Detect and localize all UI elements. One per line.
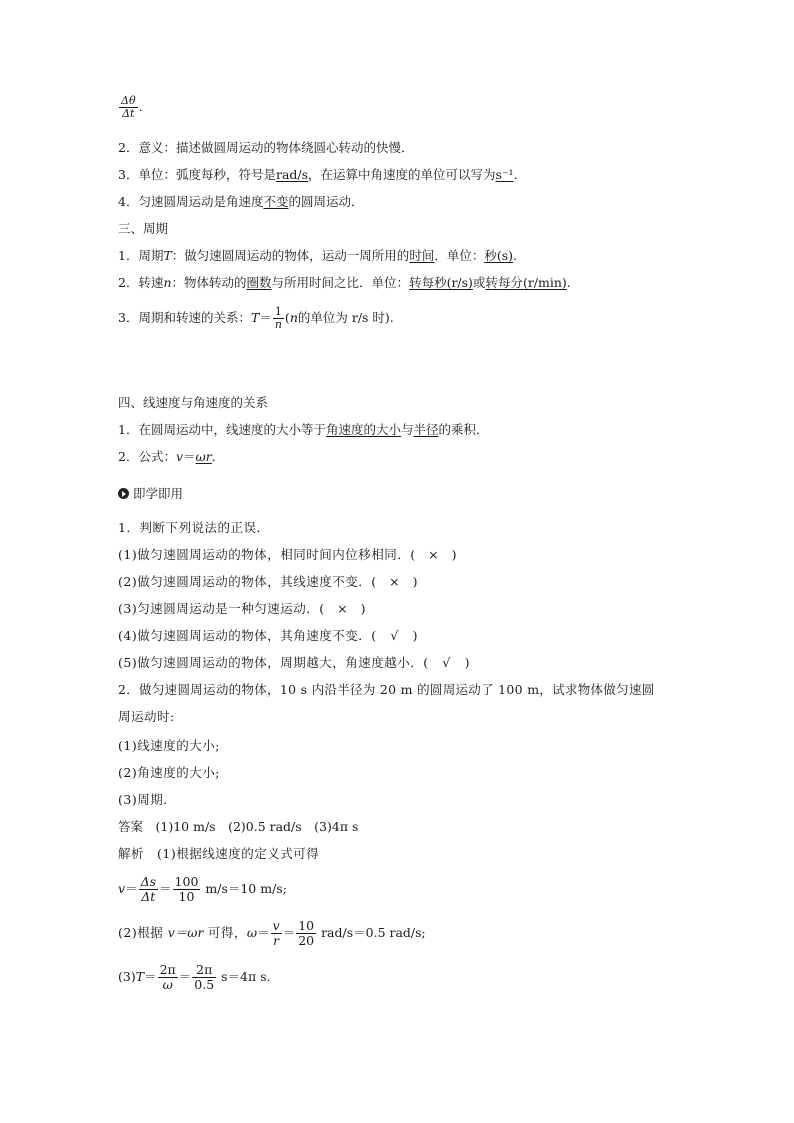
- unit-text-mid: ，在运算中角速度的单位可以写为: [308, 167, 496, 182]
- formula-omega-r: ωr: [195, 449, 212, 464]
- eq1-fraction-2: [173, 875, 201, 904]
- judge-close: ): [451, 547, 457, 562]
- judge-text: (1)做匀速圆周运动的物体，相同时间内位移相同．(: [118, 547, 416, 562]
- question-2-sub-1: (1)线速度的大小;: [118, 738, 220, 753]
- eq2-rest: rad/s＝0.5 rad/s;: [317, 925, 426, 940]
- rotation-or: 或: [472, 275, 486, 290]
- period-definition-line: [118, 247, 517, 265]
- judge-close: ): [464, 655, 470, 670]
- uniform-text: 4．匀速圆周运动是角速度: [118, 194, 264, 209]
- section-relation-title: 四、线速度与角速度的关系: [118, 395, 269, 410]
- judge-text: (3)匀速圆周运动是一种匀速运动．(: [118, 601, 325, 616]
- rotation-speed-line: [118, 274, 571, 292]
- formula-line: [118, 448, 216, 466]
- eq3-var: T: [135, 969, 145, 984]
- rotation-var: n: [163, 275, 172, 290]
- unit-rad-s: rad/s: [275, 167, 309, 182]
- eq3-f2-num: 2π: [192, 963, 216, 978]
- eq2-fraction-1: [271, 919, 282, 948]
- section-period-title: 三、周期: [118, 221, 169, 236]
- eq1-eq2: ＝: [159, 881, 172, 896]
- judge-mark: √: [442, 655, 451, 670]
- relation-paren: (: [284, 310, 290, 325]
- unit-line: [118, 166, 518, 184]
- judge-close: ): [360, 601, 366, 616]
- judge-mark: ×: [428, 547, 440, 562]
- eq2-pre: (2)根据: [118, 925, 168, 940]
- judge-item-2: [118, 573, 418, 591]
- question-2-sub-3: (3)周期.: [118, 792, 168, 807]
- practice-title-text: 即学即用: [133, 486, 184, 501]
- rotation-end: .: [566, 275, 571, 290]
- period-time: 时间: [409, 248, 435, 263]
- judge-item-4: [118, 627, 418, 645]
- question-2-sub-2: (2)角速度的大小;: [118, 765, 220, 780]
- period-mid2: ．单位：: [434, 248, 485, 263]
- period-pre: 1．周期: [118, 248, 164, 263]
- relation-num: 1: [273, 306, 284, 319]
- linear-and: 与: [400, 422, 414, 437]
- answer-line: 答案 (1)10 m/s (2)0.5 rad/s (3)4π s: [118, 819, 359, 834]
- eq1-f1-num: Δs: [140, 874, 157, 889]
- fraction-numerator: Δθ: [121, 94, 136, 107]
- period-mid: ：做匀速圆周运动的物体，运动一周所用的: [171, 248, 410, 263]
- eq2-mid: 可得，: [203, 925, 247, 940]
- eq2-eq2: ＝: [282, 925, 296, 940]
- question-2-line-2: 周运动时:: [118, 709, 175, 724]
- relation-fraction: [273, 306, 284, 331]
- judge-item-3: [118, 600, 366, 618]
- rotation-turns: 圈数: [246, 275, 272, 290]
- question-1: 1．判断下列说法的正误．: [118, 520, 270, 535]
- eq2-formula: v＝ωr: [167, 925, 204, 940]
- rotation-mid2: 与所用时间之比．单位：: [271, 275, 410, 290]
- fraction-denominator: Δt: [122, 107, 135, 120]
- linear-angular-magnitude: 角速度的大小: [325, 422, 401, 437]
- eq2-f2-num: 10: [298, 918, 315, 933]
- judge-close: ): [412, 574, 418, 589]
- judge-text: (4)做匀速圆周运动的物体，其角速度不变．(: [118, 628, 377, 643]
- question-2-line-1: 2．做匀速圆周运动的物体，10 s 内沿半径为 20 m 的圆周运动了 100 m，试求物体做匀速圆: [118, 682, 655, 697]
- linear-angular-line: [118, 421, 489, 439]
- unit-s-inverse: s⁻¹: [495, 167, 514, 182]
- angular-velocity-fraction: [118, 95, 143, 120]
- fraction-trail: .: [138, 99, 143, 114]
- judge-mark: √: [390, 628, 399, 643]
- eq1-f2-num: 100: [174, 874, 199, 889]
- relation-eq: ＝: [259, 310, 272, 325]
- linear-end: 的乘积．: [438, 422, 489, 437]
- linear-radius: 半径: [413, 422, 439, 437]
- eq2-fraction-2: [296, 919, 316, 948]
- uniform-unchanged: 不变: [263, 194, 289, 209]
- judge-text: (5)做匀速圆周运动的物体，周期越大，角速度越小．(: [118, 655, 429, 670]
- relation-var: T: [250, 310, 260, 325]
- eq3-fraction-2: [192, 963, 216, 992]
- unit-text: 3．单位：弧度每秒，符号是: [118, 167, 276, 182]
- relation-pre: 3．周期和转速的关系：: [118, 310, 251, 325]
- judge-text: (2)做匀速圆周运动的物体，其线速度不变．(: [118, 574, 377, 589]
- eq1-eq: ＝: [125, 881, 138, 896]
- solution-equation-1: [118, 872, 287, 906]
- eq3-rest: s＝4π s.: [217, 969, 271, 984]
- eq3-f1-den: ω: [162, 977, 173, 992]
- analysis-line: 解析 (1)根据线速度的定义式可得: [118, 846, 320, 861]
- practice-title: [118, 485, 183, 503]
- uniform-circular-line: [118, 193, 364, 211]
- rotation-unit-rs: 转每秒(r/s): [409, 275, 473, 290]
- eq1-f2-den: 10: [178, 889, 195, 904]
- judge-mark: ×: [337, 601, 349, 616]
- solution-equation-2: [118, 916, 426, 950]
- judge-item-1: [118, 546, 457, 564]
- uniform-end: 的圆周运动．: [288, 194, 364, 209]
- eq1-f1-den: Δt: [141, 889, 156, 904]
- relation-var2: n: [289, 310, 298, 325]
- fraction-delta-theta-over-delta-t: [119, 95, 138, 120]
- solution-equation-3: [118, 960, 271, 994]
- eq3-f1-num: 2π: [159, 962, 176, 977]
- eq2-f1-den: r: [273, 933, 280, 948]
- eq3-pre: (3): [118, 969, 136, 984]
- unit-end: .: [513, 167, 518, 182]
- play-bullet-icon: [118, 488, 129, 499]
- relation-post: 的单位为 r/s 时).: [297, 310, 394, 325]
- judge-mark: ×: [389, 574, 401, 589]
- relation-den: n: [274, 318, 282, 331]
- rotation-mid: ：物体转动的: [171, 275, 247, 290]
- eq2-var: ω: [246, 925, 258, 940]
- linear-pre: 1．在圆周运动中，线速度的大小等于: [118, 422, 326, 437]
- formula-end: .: [211, 449, 216, 464]
- eq1-fraction-1: [139, 875, 158, 904]
- eq3-f2-den: 0.5: [194, 977, 215, 992]
- judge-close: ): [412, 628, 418, 643]
- period-end: .: [513, 248, 517, 263]
- meaning-line: 2．意义：描述做圆周运动的物体绕圆心转动的快慢．: [118, 140, 414, 155]
- rotation-pre: 2．转速: [118, 275, 164, 290]
- eq3-fraction-1: [158, 963, 178, 992]
- eq2-f2-den: 20: [298, 933, 315, 948]
- eq1-lhs: v: [118, 881, 126, 896]
- period-unit: 秒(s): [484, 248, 514, 263]
- rotation-unit-rmin: 转每分(r/min): [485, 275, 567, 290]
- eq2-f1-num: v: [272, 918, 280, 933]
- formula-pre: 2．公式：: [118, 449, 176, 464]
- period-var: T: [163, 248, 172, 263]
- eq3-eq2: ＝: [178, 969, 192, 984]
- formula-eq: ＝: [183, 449, 196, 464]
- judge-item-5: [118, 654, 470, 672]
- formula-lhs: v: [175, 449, 184, 464]
- eq1-rest: m/s＝10 m/s;: [201, 881, 287, 896]
- eq2-eq: ＝: [257, 925, 270, 940]
- eq3-eq: ＝: [144, 969, 157, 984]
- period-speed-relation-line: [118, 303, 394, 333]
